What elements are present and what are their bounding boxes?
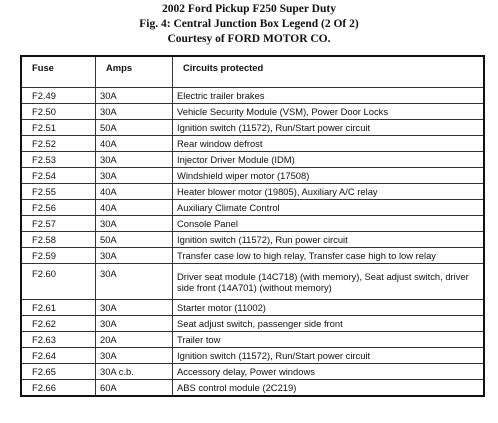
amps-cell: 30A [96, 248, 173, 264]
circuit-description-cell: Auxiliary Climate Control [173, 200, 485, 216]
page-title: 2002 Ford Pickup F250 Super Duty [162, 3, 336, 15]
circuit-description-cell: Trailer tow [173, 332, 485, 348]
table-row [21, 104, 484, 120]
amps-cell: 30A [96, 316, 173, 332]
circuit-description-cell: Seat adjust switch, passenger side front [173, 316, 485, 332]
amps-cell: 30A [96, 264, 173, 300]
amps-cell: 30A [96, 216, 173, 232]
circuit-description-cell: Rear window defrost [173, 136, 485, 152]
fuse-number-cell: F2.60 [21, 264, 96, 300]
circuit-description-cell: ABS control module (2C219) [173, 380, 485, 397]
circuit-description-cell: Injector Driver Module (IDM) [173, 152, 485, 168]
fuse-number-cell: F2.54 [21, 168, 96, 184]
table-row [21, 120, 484, 136]
fuse-number-cell: F2.49 [21, 88, 96, 104]
fuse-number-cell: F2.50 [21, 104, 96, 120]
amps-cell: 50A [96, 120, 173, 136]
figure-caption: Fig. 4: Central Junction Box Legend (2 Of 2) [139, 18, 359, 30]
amps-cell: 30A [96, 348, 173, 364]
courtesy-line: Courtesy of FORD MOTOR CO. [167, 33, 331, 45]
table-row [21, 136, 484, 152]
column-header-amps: Amps [96, 56, 173, 88]
amps-cell: 40A [96, 136, 173, 152]
amps-cell: 30A c.b. [96, 364, 173, 380]
circuit-description-cell: Transfer case low to high relay, Transfer case high to low relay [173, 248, 485, 264]
fuse-number-cell: F2.56 [21, 200, 96, 216]
fuse-number-cell: F2.61 [21, 300, 96, 316]
circuit-description-cell: Ignition switch (11572), Run/Start power circuit [173, 120, 485, 136]
amps-cell: 30A [96, 300, 173, 316]
amps-cell: 20A [96, 332, 173, 348]
fuse-number-cell: F2.53 [21, 152, 96, 168]
table-row [21, 348, 484, 364]
fuse-number-cell: F2.57 [21, 216, 96, 232]
circuit-description-cell: Ignition switch (11572), Run power circuit [173, 232, 485, 248]
fuse-number-cell: F2.52 [21, 136, 96, 152]
circuit-description-cell: Console Panel [173, 216, 485, 232]
fuse-number-cell: F2.59 [21, 248, 96, 264]
table-row [21, 200, 484, 216]
table-row [21, 216, 484, 232]
table-row [21, 168, 484, 184]
amps-cell: 40A [96, 184, 173, 200]
circuit-description-cell: Accessory delay, Power windows [173, 364, 485, 380]
amps-cell: 30A [96, 104, 173, 120]
table-row [21, 184, 484, 200]
table-row [21, 380, 484, 397]
circuit-description-cell: Starter motor (11002) [173, 300, 485, 316]
table-row [21, 152, 484, 168]
circuit-description-cell: Windshield wiper motor (17508) [173, 168, 485, 184]
fuse-number-cell: F2.64 [21, 348, 96, 364]
fuse-number-cell: F2.62 [21, 316, 96, 332]
amps-cell: 50A [96, 232, 173, 248]
column-header-fuse: Fuse [21, 56, 96, 88]
circuit-description-cell: Heater blower motor (19805), Auxiliary A/C relay [173, 184, 485, 200]
fuse-number-cell: F2.55 [21, 184, 96, 200]
amps-cell: 60A [96, 380, 173, 397]
table-row [21, 332, 484, 348]
table-row [21, 300, 484, 316]
circuit-description-cell: Driver seat module (14C718) (with memory), Seat adjust switch, driver side front (14A701) (without memory) [173, 264, 485, 300]
column-header-circuits: Circuits protected [173, 56, 485, 88]
fuse-table-body [21, 88, 484, 397]
circuit-description-cell: Electric trailer brakes [173, 88, 485, 104]
circuit-description-cell: Ignition switch (11572), Run/Start power circuit [173, 348, 485, 364]
fuse-number-cell: F2.58 [21, 232, 96, 248]
circuit-description-cell: Vehicle Security Module (VSM), Power Door Locks [173, 104, 485, 120]
fuse-number-cell: F2.63 [21, 332, 96, 348]
amps-cell: 30A [96, 152, 173, 168]
fuse-number-cell: F2.51 [21, 120, 96, 136]
table-row [21, 88, 484, 104]
table-row [21, 316, 484, 332]
page-header [0, 2, 498, 47]
table-header-row [21, 56, 484, 88]
amps-cell: 30A [96, 168, 173, 184]
amps-cell: 40A [96, 200, 173, 216]
fuse-number-cell: F2.66 [21, 380, 96, 397]
table-row [21, 364, 484, 380]
fuse-number-cell: F2.65 [21, 364, 96, 380]
amps-cell: 30A [96, 88, 173, 104]
fuse-legend-table [20, 55, 485, 397]
table-row [21, 232, 484, 248]
table-row [21, 264, 484, 300]
table-row [21, 248, 484, 264]
